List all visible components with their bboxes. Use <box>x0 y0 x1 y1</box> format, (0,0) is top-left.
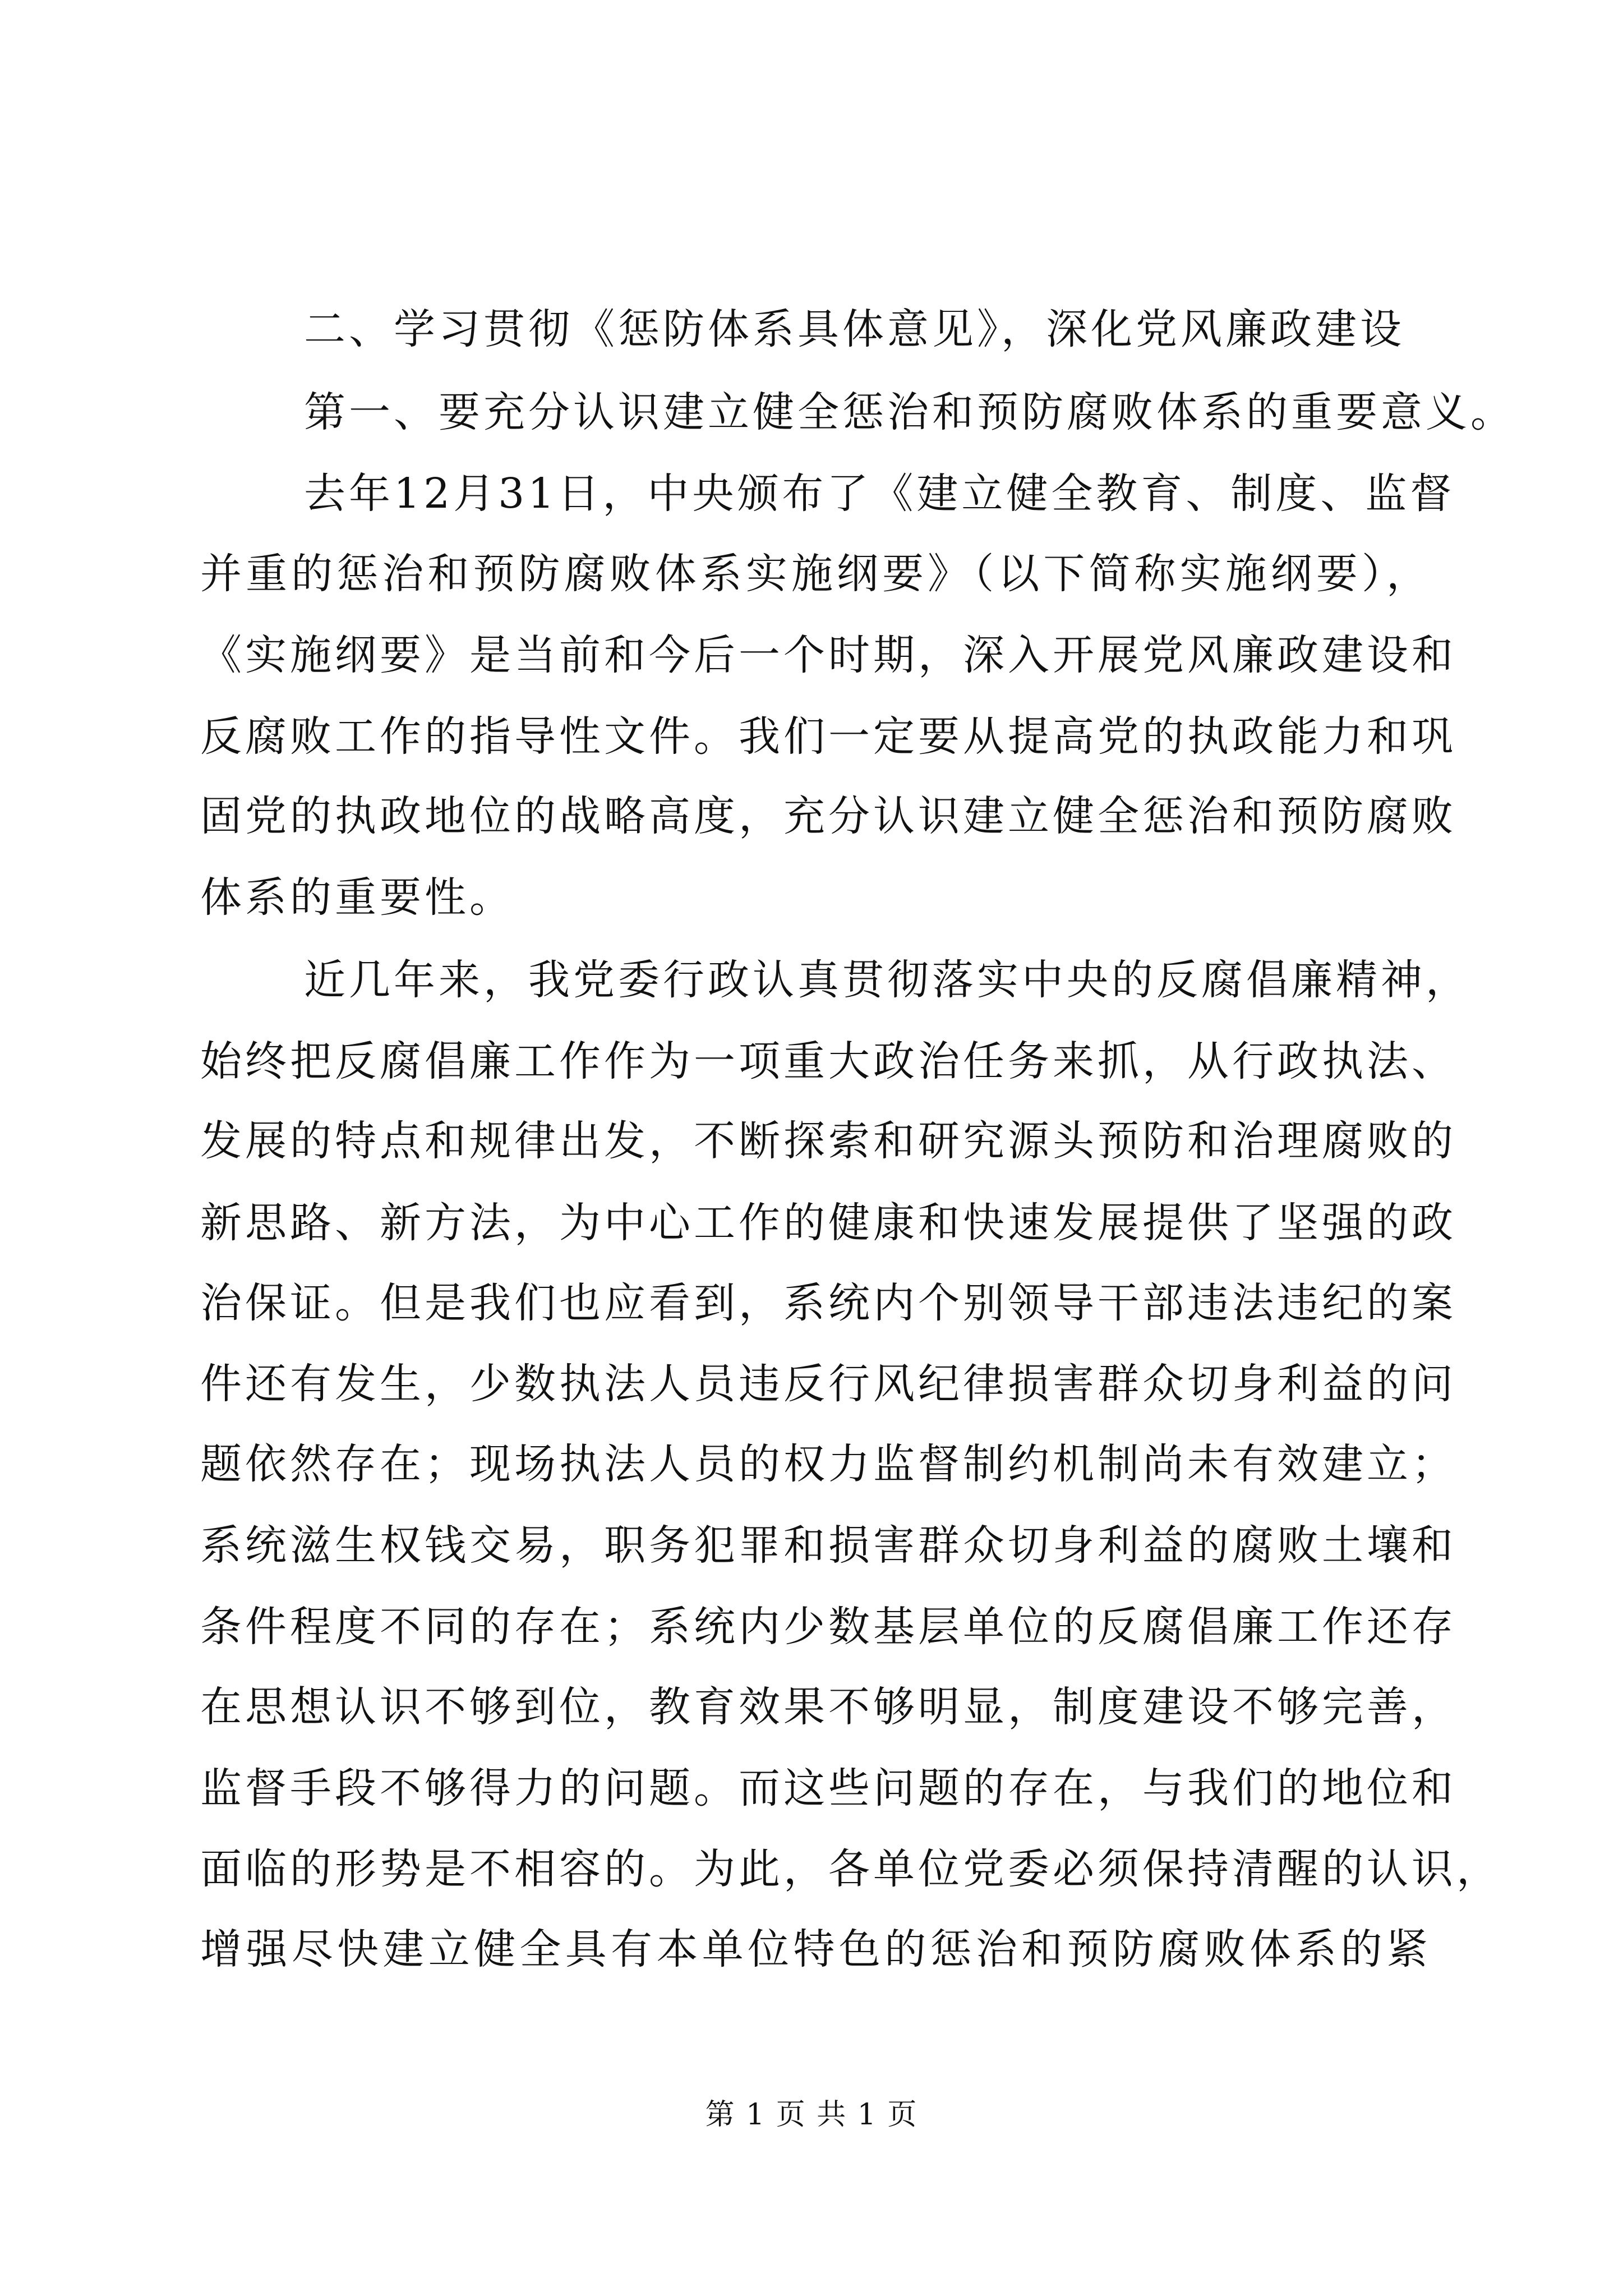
paragraph-line: 增强尽快建立健全具有本单位特色的惩治和预防腐败体系的紧 <box>200 1925 1431 1973</box>
page-number: 第 1 页 共 1 页 <box>705 2098 918 2132</box>
paragraph-line: 始终把反腐倡廉工作作为一项重大政治任务来抓，从行政执法、 <box>200 1037 1456 1085</box>
paragraph-line: 去年12月31日，中央颁布了《建立健全教育、制度、监督 <box>304 470 1455 518</box>
paragraph-line: 在思想认识不够到位，教育效果不够明显，制度建设不够完善， <box>200 1683 1456 1731</box>
paragraph-line: 新思路、新方法，为中心工作的健康和快速发展提供了坚强的政 <box>200 1199 1456 1247</box>
paragraph-line: 《实施纲要》是当前和今后一个时期，深入开展党风廉政建设和 <box>200 631 1456 679</box>
paragraph-line: 治保证。但是我们也应看到，系统内个别领导干部违法违纪的案 <box>200 1279 1456 1327</box>
paragraph-line: 近几年来，我党委行政认真贯彻落实中央的反腐倡廉精神， <box>304 956 1470 1004</box>
subsection-heading: 第一、要充分认识建立健全惩治和预防腐败体系的重要意义。 <box>304 388 1515 436</box>
paragraph-line: 系统滋生权钱交易，职务犯罪和损害群众切身利益的腐败土壤和 <box>200 1521 1456 1570</box>
paragraph-line: 件还有发生，少数执法人员违反行风纪律损害群众切身利益的问 <box>200 1360 1456 1408</box>
paragraph-line: 题依然存在；现场执法人员的权力监督制约机制尚未有效建立； <box>200 1440 1456 1488</box>
section-heading: 二、学习贯彻《惩防体系具体意见》，深化党风廉政建设 <box>304 305 1405 353</box>
paragraph-line: 体系的重要性。 <box>200 873 514 922</box>
paragraph-line: 固党的执政地位的战略高度，充分认识建立健全惩治和预防腐败 <box>200 792 1456 840</box>
paragraph-line: 发展的特点和规律出发，不断探索和研究源头预防和治理腐败的 <box>200 1117 1456 1165</box>
paragraph-line: 反腐败工作的指导性文件。我们一定要从提高党的执政能力和巩 <box>200 712 1456 761</box>
paragraph-line: 并重的惩治和预防腐败体系实施纲要》（以下简称实施纲要）， <box>200 550 1431 598</box>
paragraph-line: 监督手段不够得力的问题。而这些问题的存在，与我们的地位和 <box>200 1764 1456 1812</box>
paragraph-line: 条件程度不同的存在；系统内少数基层单位的反腐倡廉工作还存 <box>200 1603 1456 1651</box>
paragraph-line: 面临的形势是不相容的。为此，各单位党委必须保持清醒的认识， <box>200 1845 1501 1893</box>
